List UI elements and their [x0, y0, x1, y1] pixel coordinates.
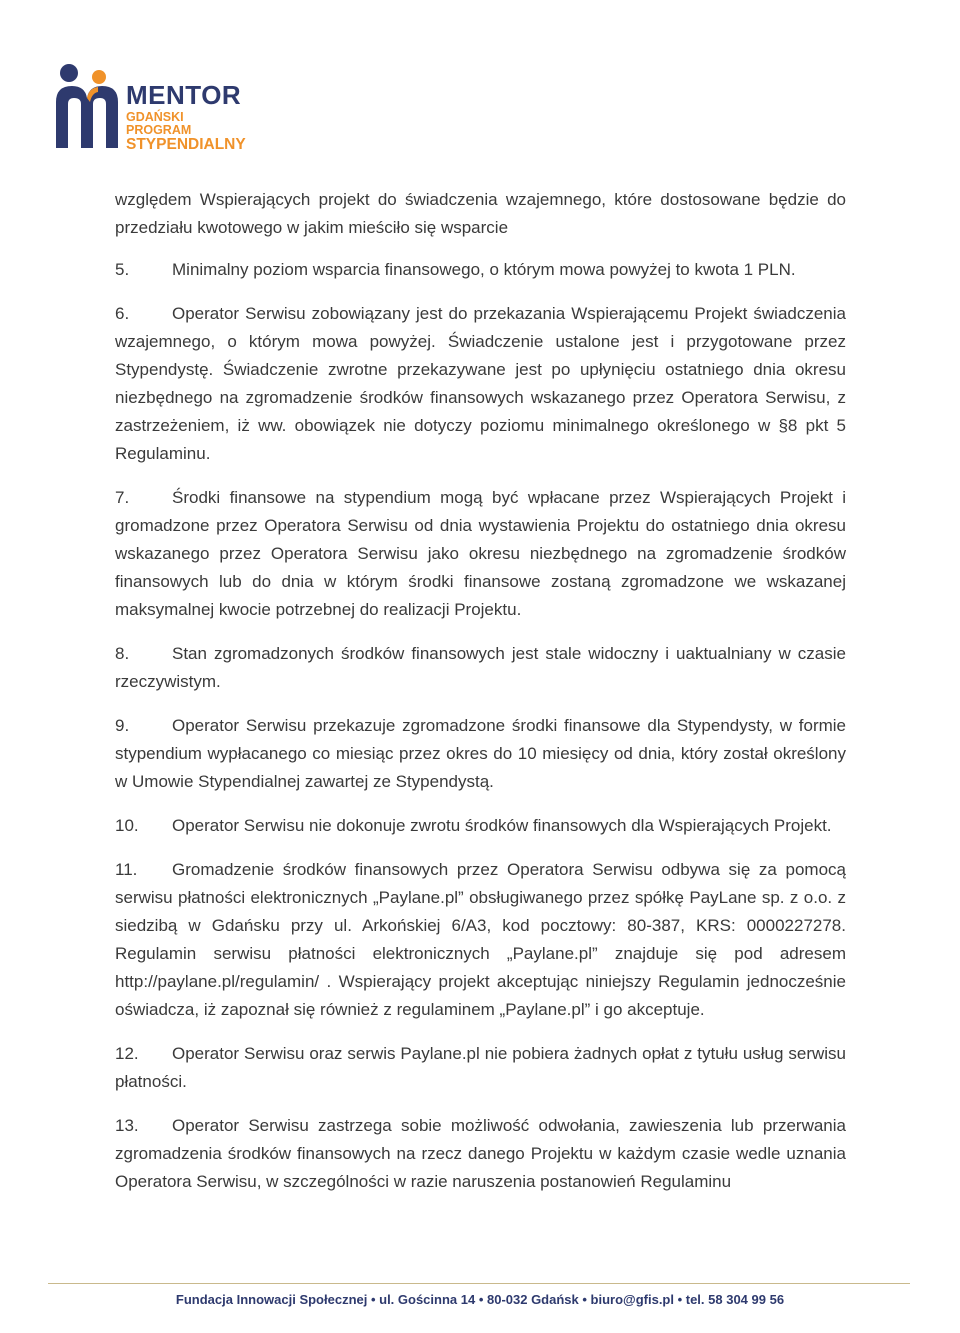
- paragraph-text: Środki finansowe na stypendium mogą być wpłacane przez Wspierających Projekt i gromadzone przez Operatora Serwisu od dnia wystawienia Projektu do ostatniego dnia okresu wskazanego przez Operatora Serwisu jako okresu niezbędnego na zgromadzenie środków finansowych lub do dnia w którym środki finansowe zostaną zgromadzone we wskazanej maksymalnej kwocie potrzebnej do realizacji Projektu.: [115, 488, 846, 619]
- paragraph-number: 5.: [115, 260, 130, 279]
- paragraph-7: [115, 484, 846, 624]
- logo-wordmark: [126, 82, 246, 153]
- footer-divider: [48, 1283, 910, 1284]
- paragraph-text: Stan zgromadzonych środków finansowych jest stale widoczny i uaktualniany w czasie rzeczywistym.: [115, 644, 846, 691]
- paragraph-number: 9.: [115, 716, 130, 735]
- paragraph-6: [115, 300, 846, 468]
- paragraph-number: 11.: [115, 860, 138, 879]
- paragraph-9: [115, 712, 846, 796]
- paragraph-continuation: [115, 186, 846, 242]
- paragraph-text: Operator Serwisu oraz serwis Paylane.pl nie pobiera żadnych opłat z tytułu usług serwisu płatności.: [115, 1044, 846, 1091]
- paragraph-number: 8.: [115, 644, 130, 663]
- document-body: [115, 186, 846, 1212]
- paragraph-number: 7.: [115, 488, 130, 507]
- paragraph-10: [115, 812, 846, 840]
- paragraph-text: Minimalny poziom wsparcia finansowego, o którym mowa powyżej to kwota 1 PLN.: [172, 260, 796, 279]
- logo-title: MENTOR: [126, 80, 242, 110]
- paragraph-11: [115, 856, 846, 1024]
- paragraph-number: 13.: [115, 1116, 139, 1135]
- paragraph-text: Operator Serwisu nie dokonuje zwrotu środków finansowych dla Wspierających Projekt.: [172, 816, 832, 835]
- paragraph-text: Operator Serwisu zastrzega sobie możliwość odwołania, zawieszenia lub przerwania zgromadzenia środków finansowych na rzecz danego Projektu w każdym czasie wedle uznania Operatora Serwisu, w szczególności w razie naruszenia postanowień Regulaminu: [115, 1116, 846, 1191]
- paragraph-text: Operator Serwisu zobowiązany jest do przekazania Wspierającemu Projekt świadczenia wzajemnego, o którym mowa powyżej. Świadczenie ustalone jest i przygotowane przez Stypendystę. Świadczenie zwrotne przekazywane jest po upłynięciu ostatniego dnia okresu niezbędnego na zgromadzenie środków finansowych wskazanego przez Operatora Serwisu, z zastrzeżeniem, iż ww. obowiązek nie dotyczy poziomu minimalnego określonego w §8 pkt 5 Regulaminu.: [115, 304, 846, 463]
- mentor-logo: [52, 62, 246, 153]
- logo-subtitle-1: GDAŃSKI PROGRAM: [126, 110, 192, 137]
- footer-contact: Fundacja Innowacji Społecznej • ul. Gościnna 14 • 80-032 Gdańsk • biuro@gfis.pl • tel. 58 304 99 56: [175, 1292, 785, 1307]
- paragraph-13: [115, 1112, 846, 1196]
- paragraph-number: 10.: [115, 816, 139, 835]
- paragraph-number: 12.: [115, 1044, 139, 1063]
- mentor-logo-icon: [52, 62, 122, 148]
- paragraph-12: [115, 1040, 846, 1096]
- paragraph-8: [115, 640, 846, 696]
- paragraph-number: 6.: [115, 304, 130, 323]
- paragraph-5: [115, 256, 846, 284]
- logo-subtitle-2: STYPENDIALNY: [126, 136, 246, 153]
- paragraph-text: względem Wspierających projekt do świadczenia wzajemnego, które dostosowane będzie do przedziału kwotowego w jakim mieściło się wsparcie: [115, 190, 846, 237]
- paragraph-text: Operator Serwisu przekazuje zgromadzone środki finansowe dla Stypendysty, w formie stypendium wypłacanego co miesiąc przez okres do 10 miesięcy od dnia, który został określony w Umowie Stypendialnej zawartej ze Stypendystą.: [115, 716, 846, 791]
- paragraph-text: Gromadzenie środków finansowych przez Operatora Serwisu odbywa się za pomocą serwisu płatności elektronicznych „Paylane.pl” obsługiwanego przez spółkę PayLane sp. z o.o. z siedzibą w Gdańsku przy ul. Arkońskiej 6/A3, kod pocztowy: 80-387, KRS: 0000227278. Regulamin serwisu płatności elektronicznych „Paylane.pl” znajduje się pod adresem http://paylane.pl/regulamin/ . Wspierający projekt akceptując niniejszy Regulamin jednocześnie oświadcza, iż zapoznał się również z regulaminem „Paylane.pl” i go akceptuje.: [115, 860, 846, 1019]
